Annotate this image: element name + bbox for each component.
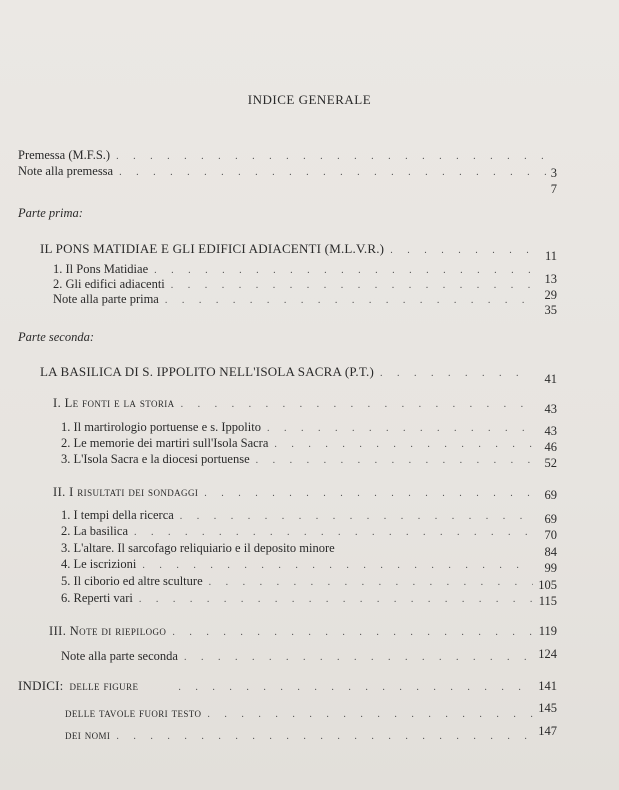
entry xyxy=(61,541,539,556)
leader-dots xyxy=(209,577,533,588)
section-label: II. I risultati dei sondaggi xyxy=(53,485,199,499)
leader-dots xyxy=(142,560,533,571)
entry-label: 3. L'Isola Sacra e la diocesi portuense xyxy=(61,452,250,466)
leader-dots xyxy=(181,399,533,410)
entry-label: dei nomi xyxy=(65,728,111,742)
entry-label: 2. Le memorie dei martiri sull'Isola Sacra xyxy=(61,436,269,450)
page-number: 147 xyxy=(538,724,557,738)
part-label: Parte prima: xyxy=(18,206,83,220)
entry xyxy=(61,557,539,572)
leader-dots xyxy=(256,455,533,466)
section-label: III. Note di riepilogo xyxy=(49,624,167,638)
entry-label: 2. Gli edifici adiacenti xyxy=(53,277,165,291)
section-heading xyxy=(53,396,539,411)
leader-dots xyxy=(180,511,533,522)
leader-dots xyxy=(172,627,533,638)
page-number: 29 xyxy=(544,288,557,302)
page-number: 124 xyxy=(538,647,557,661)
leader-dots xyxy=(207,709,533,720)
leader-dots xyxy=(165,295,533,306)
page-number: 41 xyxy=(544,372,557,386)
entry-label: 5. Il ciborio ed altre sculture xyxy=(61,574,203,588)
page-number: 69 xyxy=(544,512,557,526)
heading-label: IL PONS MATIDIAE E GLI EDIFICI ADIACENTI (M.L.V.R.) xyxy=(40,241,385,256)
page-number: 52 xyxy=(544,456,557,470)
leader-dots xyxy=(184,652,533,663)
leader-dots xyxy=(139,594,533,605)
page-number: 69 xyxy=(544,488,557,502)
page-number: 46 xyxy=(544,440,557,454)
entry-label: 2. La basilica xyxy=(61,524,128,538)
leader-dots xyxy=(274,439,533,450)
page-number: 35 xyxy=(544,303,557,317)
entry xyxy=(61,591,539,606)
entry-note-premessa xyxy=(18,164,557,179)
entry-label: Note alla parte seconda xyxy=(61,649,178,663)
entry xyxy=(61,524,539,539)
page-number: 145 xyxy=(538,701,557,715)
leader-dots xyxy=(119,167,551,178)
entry xyxy=(61,420,539,435)
leader-dots xyxy=(116,151,551,162)
page-number: 105 xyxy=(538,578,557,592)
entry-label: delle figure xyxy=(69,679,139,693)
leader-dots xyxy=(267,423,533,434)
leader-dots xyxy=(178,682,533,693)
entry xyxy=(61,574,539,589)
page-number: 115 xyxy=(538,594,557,608)
entry-label: Note alla parte prima xyxy=(53,292,159,306)
entry-label: 6. Reperti vari xyxy=(61,591,133,605)
entry xyxy=(61,649,539,664)
indici-label: INDICI: xyxy=(18,678,64,693)
leader-dots xyxy=(204,488,533,499)
page-number: 70 xyxy=(544,528,557,542)
leader-dots xyxy=(154,265,533,276)
entry xyxy=(53,292,539,307)
page-number: 43 xyxy=(544,402,557,416)
entry-label: Premessa (M.F.S.) xyxy=(18,148,111,162)
page-number: 3 xyxy=(550,166,557,180)
entry-label: 1. I tempi della ricerca xyxy=(61,508,174,522)
page-number: 13 xyxy=(544,272,557,286)
part-label: Parte seconda: xyxy=(18,330,95,344)
leader-dots xyxy=(116,731,533,742)
entry-premessa xyxy=(18,148,557,163)
entry xyxy=(53,277,539,292)
page-number: 7 xyxy=(550,182,557,196)
page-number: 141 xyxy=(538,679,557,693)
part-heading xyxy=(40,241,539,257)
section-heading xyxy=(53,485,539,500)
entry-label: 1. Il martirologio portuense e s. Ippolito xyxy=(61,420,261,434)
leader-dots xyxy=(134,527,533,538)
part-heading xyxy=(40,364,539,380)
indici-entry xyxy=(18,678,539,694)
entry-label: 3. L'altare. Il sarcofago reliquiario e il deposito minore xyxy=(61,541,335,555)
entry xyxy=(61,436,539,451)
entry-label: 1. Il Pons Matidiae xyxy=(53,262,149,276)
page-number: 43 xyxy=(544,424,557,438)
entry xyxy=(53,262,539,277)
entry xyxy=(65,728,539,743)
section-heading xyxy=(49,624,539,639)
entry-label: 4. Le iscrizioni xyxy=(61,557,137,571)
page-number: 99 xyxy=(544,561,557,575)
heading-label: LA BASILICA DI S. IPPOLITO NELL'ISOLA SACRA (P.T.) xyxy=(40,364,374,379)
entry xyxy=(61,452,539,467)
page-title: INDICE GENERALE xyxy=(247,92,372,107)
section-label: I. Le fonti e la storia xyxy=(53,396,175,410)
leader-dots xyxy=(380,368,533,379)
leader-dots xyxy=(390,245,533,256)
entry xyxy=(65,706,539,721)
page-number: 11 xyxy=(544,249,557,263)
leader-dots xyxy=(171,280,533,291)
entry-label: delle tavole fuori testo xyxy=(65,706,202,720)
entry-label: Note alla premessa xyxy=(18,164,114,178)
page-number: 84 xyxy=(544,545,557,559)
entry xyxy=(61,508,539,523)
page-number: 119 xyxy=(538,624,557,638)
